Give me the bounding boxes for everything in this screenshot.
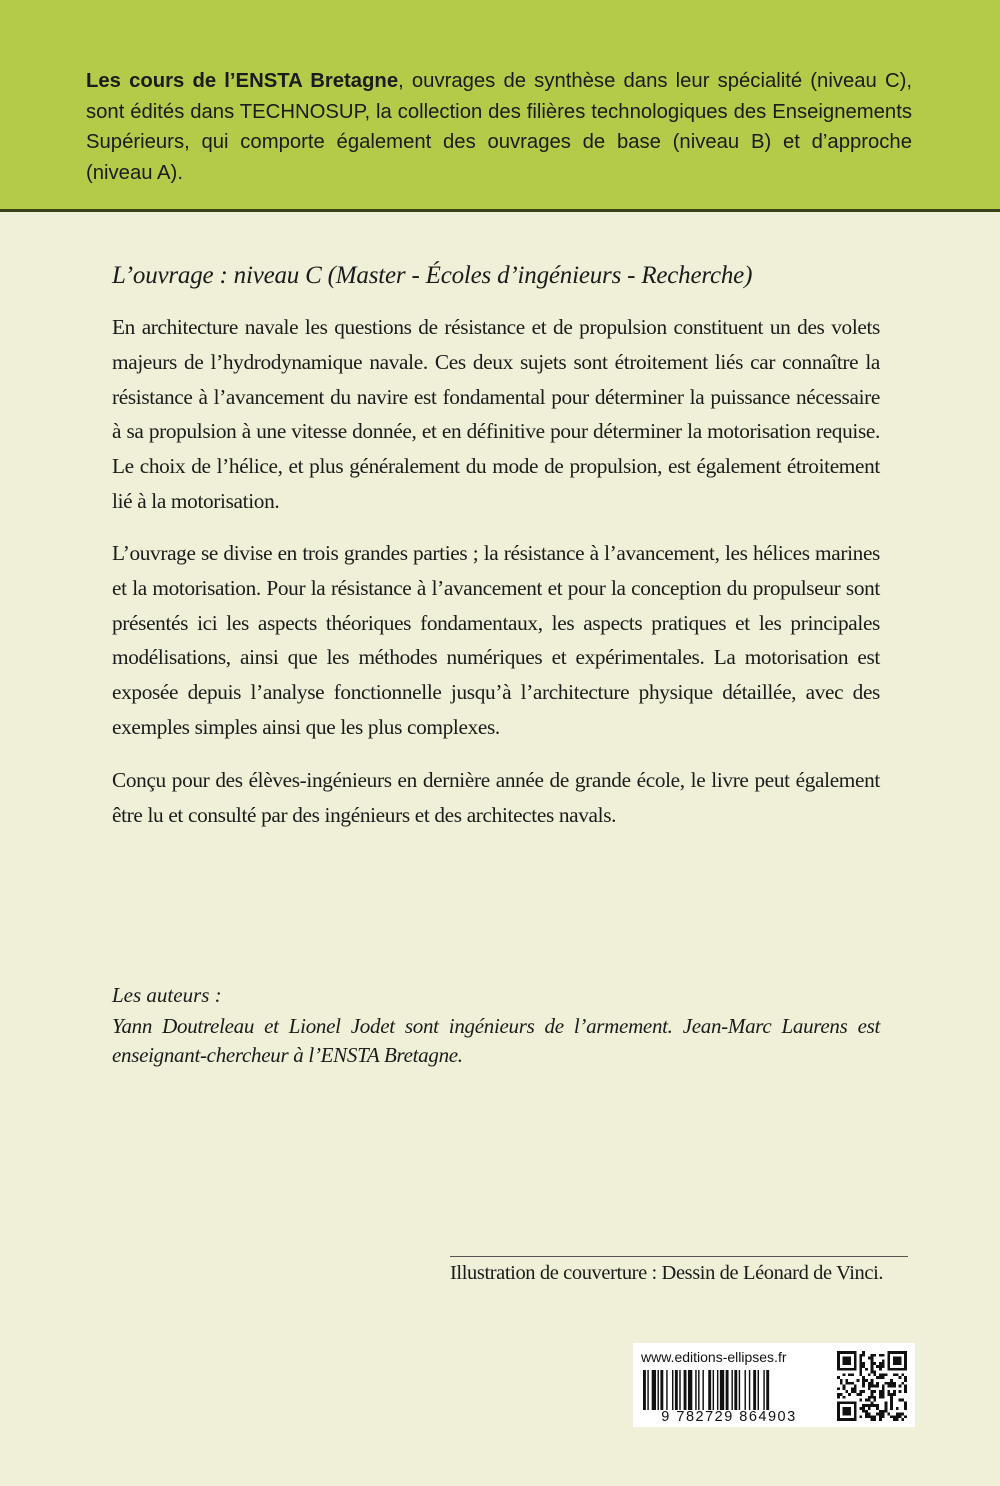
authors-label: Les auteurs : bbox=[112, 983, 222, 1007]
authors-text: Yann Doutreleau et Lionel Jodet sont ingénieurs de l’armement. Jean-Marc Laurens est enseignant-chercheur à l’ENSTA Bretagne. bbox=[112, 1014, 880, 1067]
collection-lead: Les cours de l’ENSTA Bretagne bbox=[86, 70, 399, 92]
summary-paragraph-2: L’ouvrage se divise en trois grandes parties ; la résistance à l’avancement, les hélices marines et la motorisation. Pour la résistance à l’avancement et pour la conception du propulseur sont présentés ici les aspects théoriques fondamentaux, les aspects pratiques et les principales modélisations, ainsi que les méthodes numériques et expérimentales. La motorisation est exposée depuis l’analyse fonctionnelle jusqu’à l’architecture physique détaillée, avec des exemples simples ainsi que les plus complexes. bbox=[112, 541, 880, 739]
qr-code-icon bbox=[837, 1351, 907, 1421]
level-heading: L’ouvrage : niveau C (Master - Écoles d’ingénieurs - Recherche) bbox=[112, 262, 753, 289]
collection-text: , ouvrages de synthèse dans leur spécialité (niveau C), sont édités dans TECHNOSUP, la collection des filières technologiques des Enseignements Supérieurs, qui comporte également des ouvrages de base (niveau B) et d’approche (niveau A). bbox=[86, 70, 913, 184]
summary-paragraph-1: En architecture navale les questions de résistance et de propulsion constituent un des volets majeurs de l’hydrodynamique navale. Ces deux sujets sont étroitement liés car connaître la résistance à l’avancement du navire est fondamental pour déterminer la puissance nécessaire à sa propulsion à une vitesse donnée, et en définitive pour déterminer la motorisation requise. Le choix de l’hélice, et plus généralement du mode de propulsion, est également étroitement lié à la motorisation. bbox=[112, 315, 880, 513]
publisher-website: www.editions-ellipses.fr bbox=[641, 1349, 787, 1365]
barcode-icon bbox=[641, 1370, 821, 1410]
summary-paragraph-3: Conçu pour des élèves-ingénieurs en dernière année de grande école, le livre peut également être lu et consulté par des ingénieurs et des architectes navals. bbox=[112, 768, 880, 827]
cover-illustration-caption: Illustration de couverture : Dessin de Léonard de Vinci. bbox=[450, 1262, 884, 1284]
isbn-number: 9 782729 864903 bbox=[661, 1409, 797, 1425]
header-banner bbox=[0, 0, 1000, 212]
barcode-panel bbox=[633, 1343, 915, 1427]
caption-divider bbox=[450, 1256, 908, 1257]
collection-description bbox=[86, 66, 912, 188]
